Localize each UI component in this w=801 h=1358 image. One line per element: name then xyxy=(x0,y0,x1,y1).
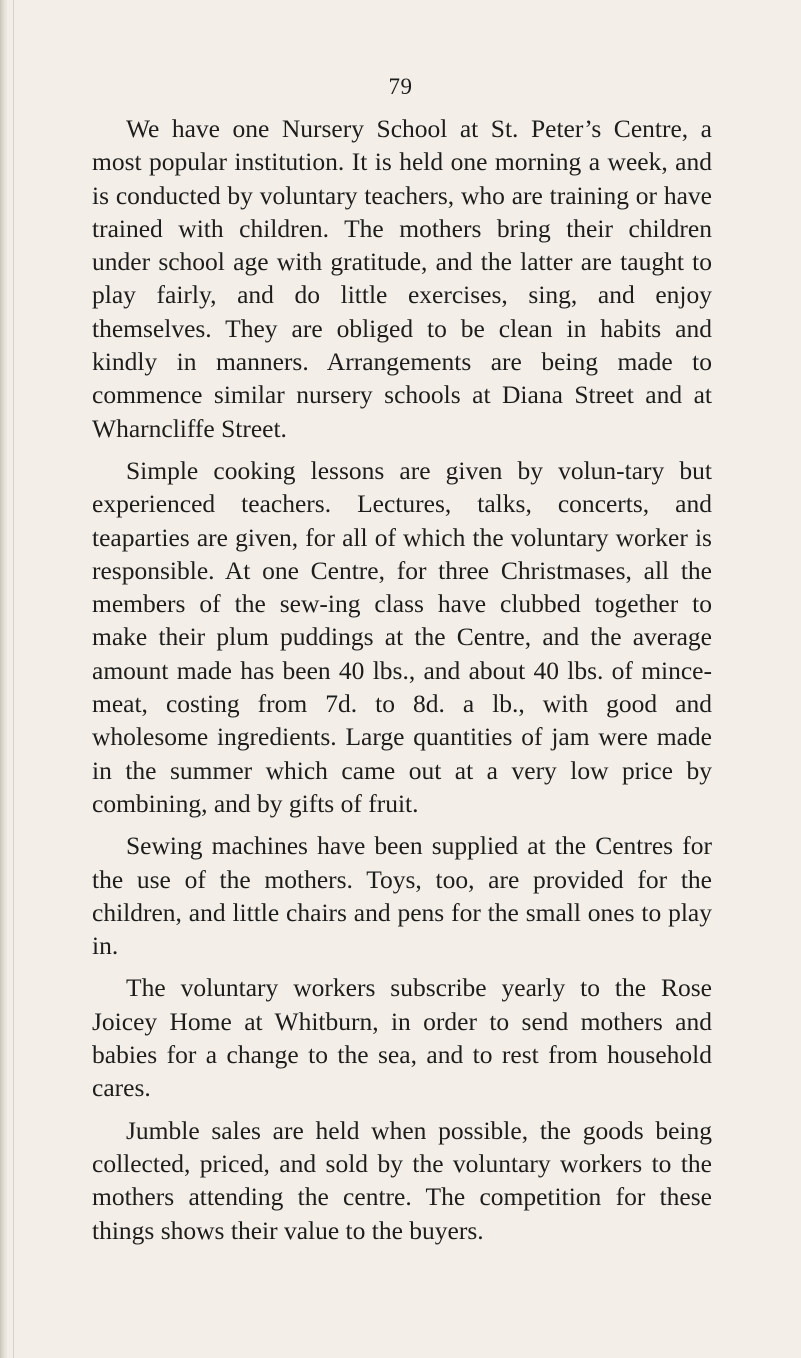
paragraph-sewing-machines: Sewing machines have been supplied at the Centres for the use of the mothers. Toys, too, are provided for the children, and little chairs and pens for the small ones to play in. xyxy=(92,831,712,961)
paragraph-nursery-school: We have one Nursery School at St. Peter’s Centre, a most popular institution. It is held one morning a week, and is conducted by voluntary teachers, who are training or have trained with children. The mothers bring their children under school age with gratitude, and the latter are taught to play fairly, and do little exercises, sing, and enjoy themselves. They are obliged to be clean in habits and kindly in manners. Arrangements are being made to commence similar nursery schools at Diana Street and at Wharncliffe Street. xyxy=(92,114,712,443)
paragraph-jumble-sales: Jumble sales are held when possible, the goods being collected, priced, and sold by the voluntary workers to the mothers attending the centre. The competition for these things shows their value to the buyers. xyxy=(92,1115,712,1245)
page-edge-line xyxy=(13,0,14,1358)
page-number: 79 xyxy=(388,74,413,99)
paragraph-cooking-lessons: Simple cooking lessons are given by volun-tary but experienced teachers. Lectures, talks, concerts, and teaparties are given, for all of which the voluntary worker is responsible. At one Centre, for three Christmases, all the members of the sew-ing class have clubbed together to make their plum puddings at the Centre, and the average amount made has been 40 lbs., and about 40 lbs. of mince-meat, costing from 7d. to 8d. a lb., with good and wholesome ingredients. Large quantities of jam were made in the summer which came out at a very low price by combining, and by gifts of fruit. xyxy=(92,455,712,818)
body-text xyxy=(92,112,712,1256)
paragraph-rose-joicey-home: The voluntary workers subscribe yearly to the Rose Joicey Home at Whitburn, in order to send mothers and babies for a change to the sea, and to rest from household cares. xyxy=(92,973,712,1103)
page-edge-shadow xyxy=(0,0,7,1358)
